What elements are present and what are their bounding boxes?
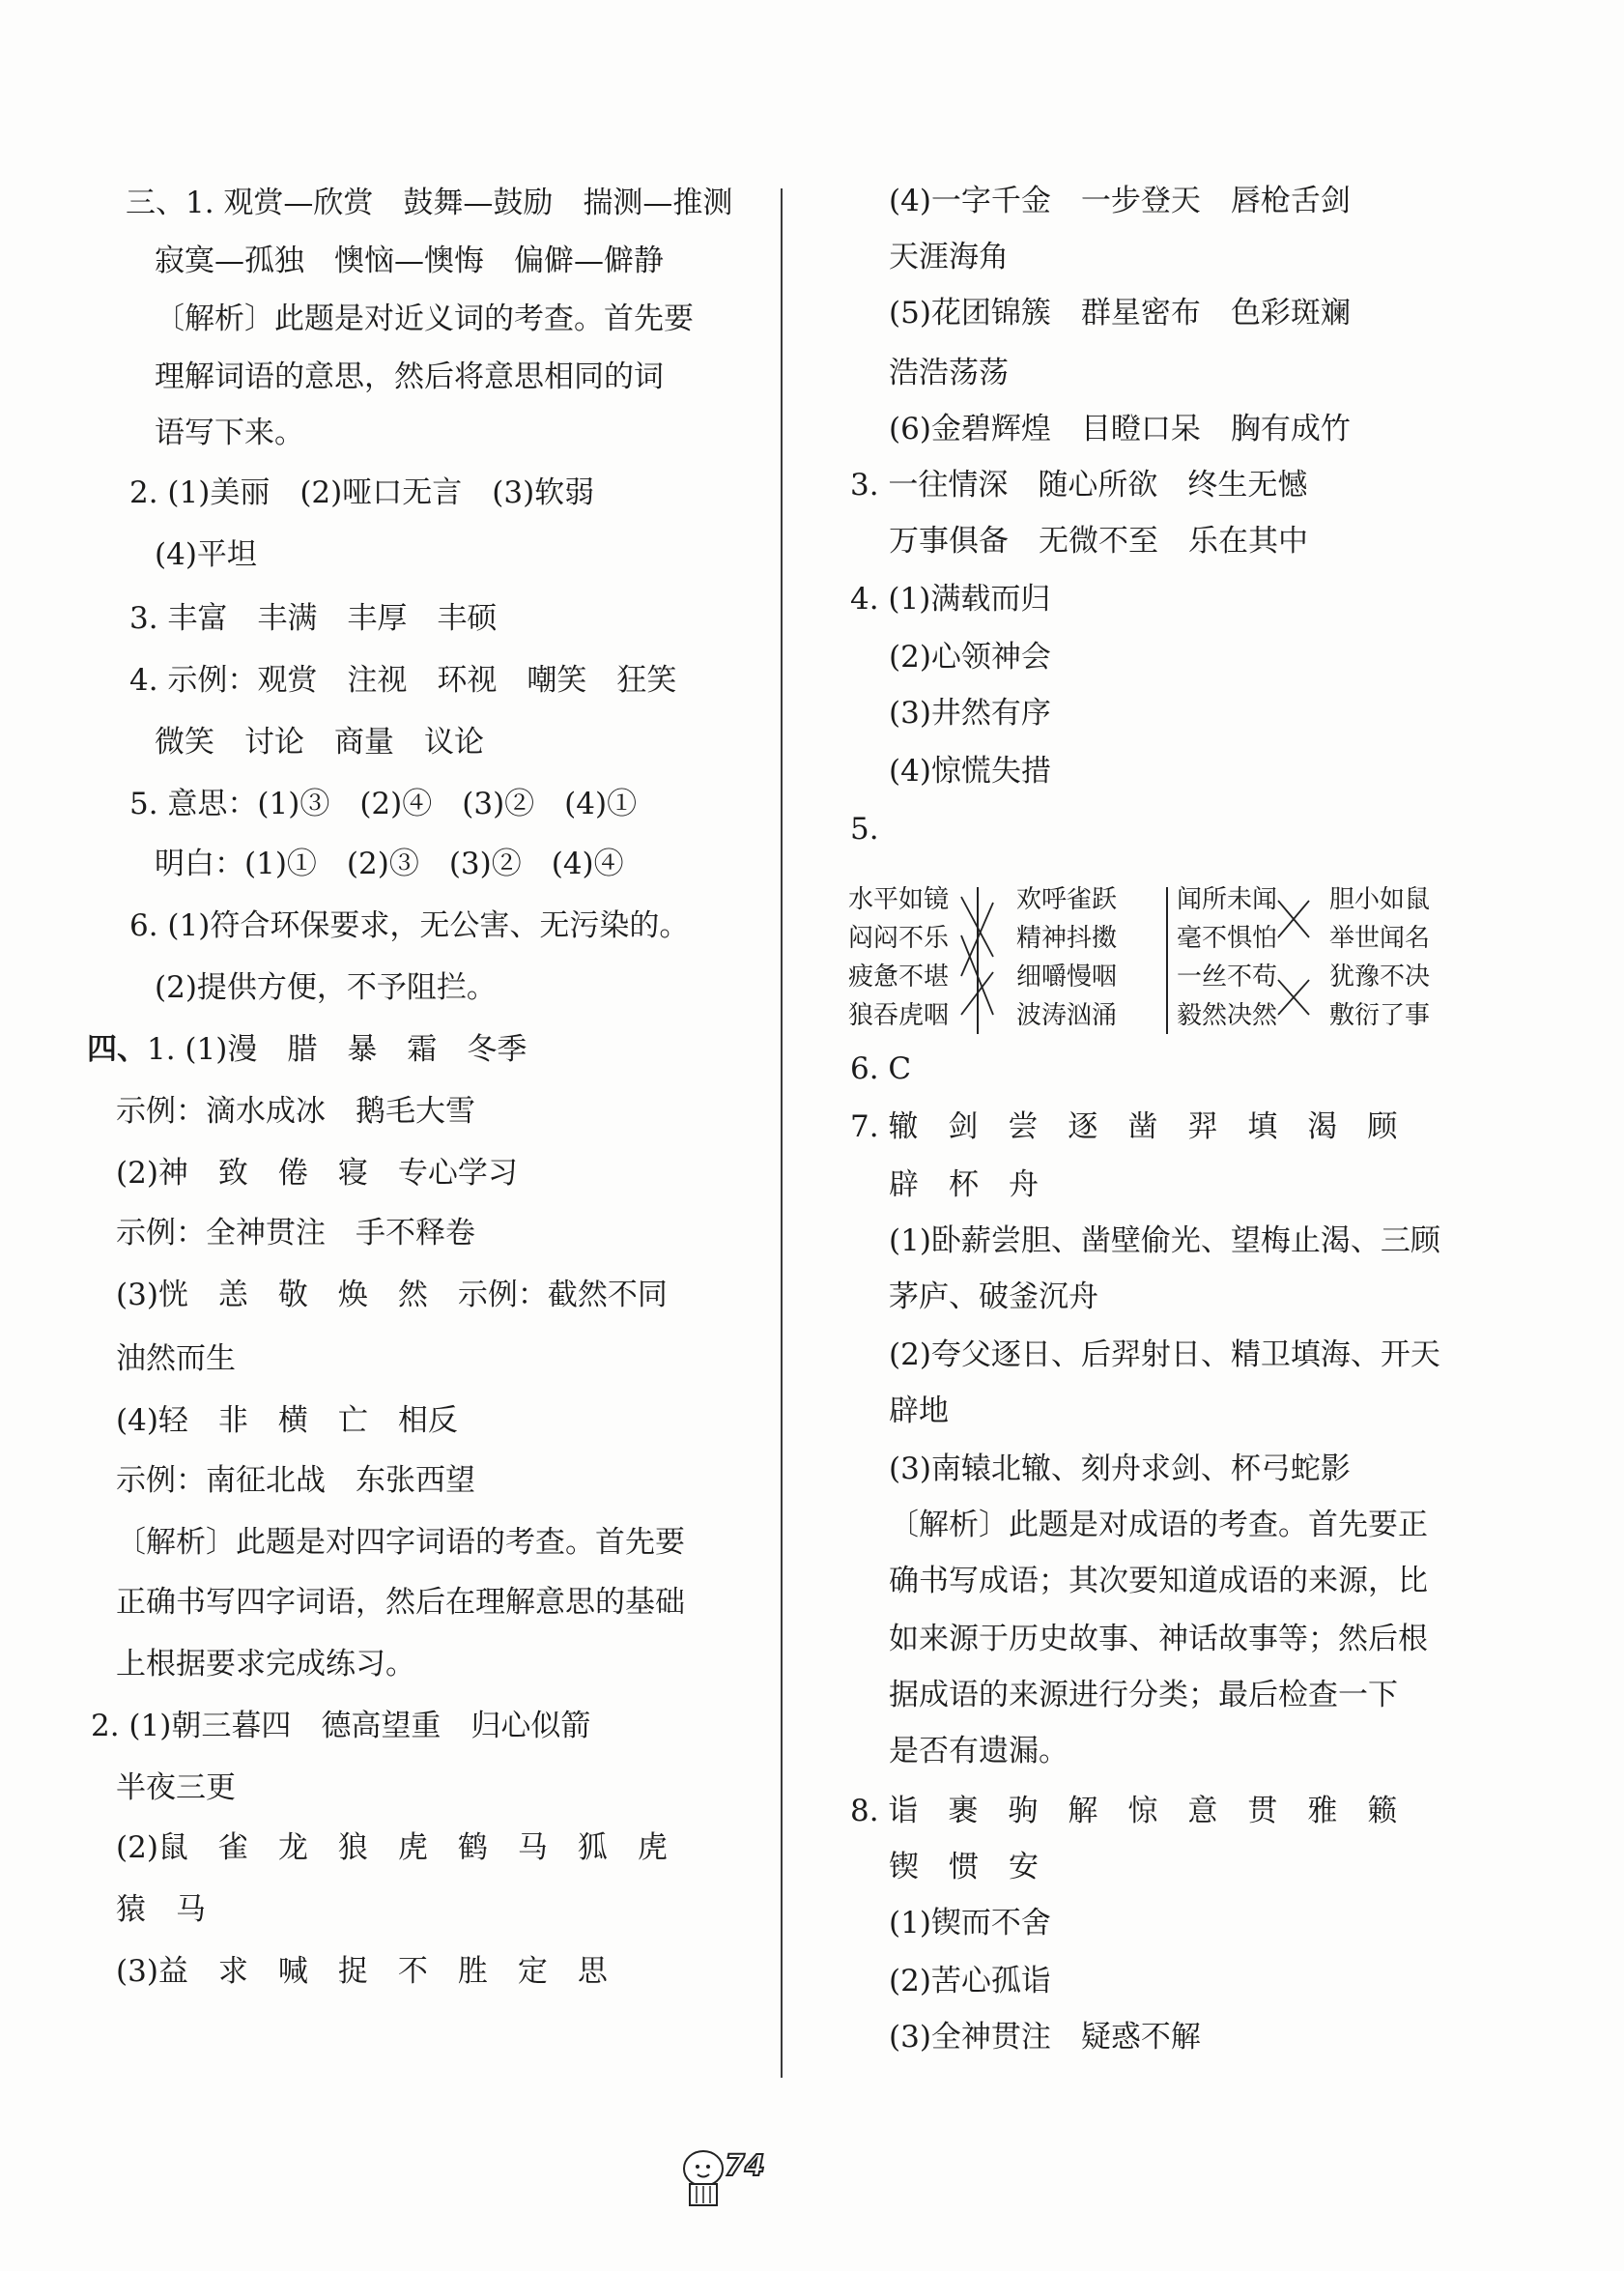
answer-line	[850, 466, 1307, 504]
answer-line	[116, 1461, 475, 1500]
answer-line	[129, 661, 676, 700]
answer-text: 微笑 讨论 商量 议论	[155, 725, 484, 760]
answer-text: 5. 意思：(1)③ (2)④ (3)② (4)①	[129, 787, 638, 821]
answer-line	[889, 354, 1009, 392]
answer-text: 2. (1)美丽 (2)哑口无言 (3)软弱	[129, 475, 595, 510]
matching-word: 举世闻名	[1329, 924, 1431, 953]
answer-text: (6)金碧辉煌 目瞪口呆 胸有成竹	[889, 412, 1351, 446]
matching-word: 水平如镜	[848, 885, 950, 914]
matching-word: 细嚼慢咽	[1016, 963, 1118, 992]
matching-word: 毅然决然	[1177, 1001, 1278, 1030]
answer-text: 油然而生	[116, 1341, 236, 1376]
answer-text: 语写下来。	[155, 416, 304, 450]
answer-text: 辟地	[889, 1394, 949, 1428]
answer-text: 2. (1)朝三暮四 德高望重 归心似箭	[91, 1709, 591, 1743]
answer-text: 5.	[850, 812, 879, 847]
answer-line	[155, 300, 694, 338]
matching-word: 疲惫不堪	[848, 963, 950, 992]
answer-line	[116, 1339, 236, 1378]
answer-line	[889, 1562, 1428, 1600]
answer-line	[889, 1904, 1051, 1942]
answer-text: 6. C	[850, 1051, 912, 1086]
answer-line	[116, 1276, 668, 1314]
answer-line	[850, 1107, 1397, 1146]
answer-line	[116, 1890, 206, 1929]
matching-word: 胆小如鼠	[1329, 885, 1431, 914]
answer-line	[889, 1222, 1440, 1260]
matching-word: 波涛汹涌	[1016, 1001, 1118, 1030]
answer-line	[116, 1401, 458, 1440]
answer-text: (2)鼠 雀 龙 狼 虎 鹤 马 狐 虎	[116, 1830, 668, 1865]
answer-line	[116, 1092, 475, 1131]
answer-line	[889, 182, 1351, 220]
answer-text: (5)花团锦簇 群星密布 色彩斑斓	[889, 296, 1351, 331]
answer-text: (2)苦心孤诣	[889, 1964, 1051, 1998]
answer-line	[889, 694, 1051, 733]
answer-line	[126, 184, 732, 222]
answer-text: 6. (1)符合环保要求，无公害、无污染的。	[129, 908, 690, 943]
column-divider	[781, 188, 783, 2078]
answer-line	[889, 1450, 1351, 1488]
matching-word: 狼吞虎咽	[848, 1001, 950, 1030]
answer-line	[129, 474, 594, 512]
answer-line	[116, 1645, 415, 1683]
matching-word: 闻所未闻	[1177, 885, 1278, 914]
answer-text: (3)恍 恙 敬 焕 然 示例：截然不同	[116, 1278, 668, 1312]
answer-line	[889, 1848, 1039, 1886]
answer-text: 万事俱备 无微不至 乐在其中	[889, 524, 1308, 559]
answer-line	[850, 580, 1050, 618]
answer-text: 是否有遗漏。	[889, 1734, 1068, 1768]
answer-line	[116, 1214, 475, 1252]
answer-text: 茅庐、破釜沉舟	[889, 1279, 1098, 1314]
matching-word: 精神抖擞	[1016, 924, 1118, 953]
answer-text: 示例：南征北战 东张西望	[116, 1463, 475, 1498]
answer-line	[889, 752, 1051, 791]
answer-text: 8. 诣 裹 驹 解 惊 意 贯 雅 籁	[850, 1794, 1398, 1828]
answer-line	[116, 1523, 685, 1562]
answer-line	[889, 1165, 1039, 1204]
matching-word: 欢呼雀跃	[1016, 885, 1118, 914]
matching-word: 闷闷不乐	[848, 924, 950, 953]
answer-text: 4. 示例：观赏 注视 环视 嘲笑 狂笑	[129, 663, 677, 698]
answer-text: 7. 辙 剑 尝 逐 凿 羿 填 渴 顾	[850, 1109, 1398, 1144]
answer-text: 锲 惯 安	[889, 1850, 1039, 1884]
answer-text: 明白：(1)① (2)③ (3)② (4)④	[155, 847, 624, 881]
answer-line	[155, 242, 664, 280]
answer-text: (4)一字千金 一步登天 唇枪舌剑	[889, 184, 1351, 218]
answer-line	[889, 410, 1351, 448]
answer-line	[116, 1583, 685, 1622]
answer-text: 理解词语的意思，然后将意思相同的词	[155, 359, 664, 394]
answer-text: 正确书写四字词语，然后在理解意思的基础	[116, 1585, 685, 1620]
answer-text: (1)锲而不舍	[889, 1906, 1051, 1940]
answer-line	[889, 1620, 1428, 1658]
answer-text: 浩浩荡荡	[889, 356, 1009, 390]
answer-line	[155, 845, 624, 883]
answer-line	[129, 906, 689, 945]
answer-line	[155, 358, 664, 396]
matching-word: 毫不惧怕	[1177, 924, 1278, 953]
answer-text: (1)卧薪尝胆、凿壁偷光、望梅止渴、三顾	[889, 1223, 1440, 1258]
answer-text: 示例：全神贯注 手不释卷	[116, 1216, 475, 1250]
answer-text: 确书写成语；其次要知道成语的来源，比	[889, 1564, 1428, 1598]
page-number: 74	[725, 2149, 765, 2183]
answer-text: (4)平坦	[155, 537, 257, 572]
answer-line	[889, 522, 1308, 561]
answer-line	[889, 1732, 1068, 1770]
answer-line	[129, 599, 497, 638]
answer-text: 此题是对四字词语的考查。首先要	[236, 1525, 685, 1560]
matching-word: 一丝不苟	[1177, 963, 1278, 992]
answer-text: (2)提供方便，不予阻拦。	[155, 970, 497, 1005]
answer-text: 据成语的来源进行分类；最后检查一下	[889, 1678, 1398, 1712]
answer-text: (3)井然有序	[889, 696, 1051, 731]
matching-exercise	[848, 879, 1468, 1044]
answer-line	[850, 1792, 1397, 1830]
answer-text: (2)夸父逐日、后羿射日、精卫填海、开天	[889, 1337, 1440, 1372]
answer-line	[116, 1768, 236, 1807]
answer-text: (2)神 致 倦 寝 专心学习	[116, 1156, 518, 1191]
answer-line	[889, 1962, 1051, 2000]
answer-text: (2)心领神会	[889, 640, 1051, 675]
answer-line	[116, 1952, 608, 1991]
answer-text: (4)惊慌失措	[889, 754, 1051, 789]
answer-text: 4. (1)满载而归	[850, 582, 1051, 617]
analysis-label: 〔解析〕	[155, 302, 274, 336]
answer-text: 半夜三更	[116, 1770, 236, 1805]
answer-line	[850, 1049, 911, 1088]
matching-word: 敷衍了事	[1329, 1001, 1431, 1030]
answer-text: 寂寞—孤独 懊恼—懊悔 偏僻—僻静	[155, 244, 664, 278]
answer-line	[889, 2018, 1201, 2056]
answer-text: 3. 一往情深 随心所欲 终生无憾	[850, 468, 1308, 503]
answer-line	[850, 810, 879, 848]
answer-line	[889, 1676, 1398, 1714]
matching-word: 犹豫不决	[1329, 963, 1431, 992]
answer-text: 此题是对近义词的考查。首先要	[274, 302, 694, 336]
answer-text: 3. 丰富 丰满 丰厚 丰硕	[129, 601, 498, 636]
answer-line	[116, 1154, 518, 1193]
answer-line	[91, 1707, 590, 1745]
answer-line	[889, 1278, 1098, 1316]
answer-text: 辟 杯 舟	[889, 1167, 1039, 1202]
answer-text: 上根据要求完成练习。	[116, 1647, 415, 1682]
answer-text: 如来源于历史故事、神话故事等；然后根	[889, 1622, 1428, 1656]
answer-line	[889, 638, 1051, 676]
answer-line	[129, 785, 637, 823]
answer-line	[155, 723, 484, 762]
analysis-label: 〔解析〕	[116, 1525, 236, 1560]
answer-line	[889, 1506, 1428, 1544]
answer-line	[155, 968, 497, 1007]
section-label: 四、	[87, 1032, 147, 1067]
answer-line	[155, 535, 257, 574]
answer-text: 天涯海角	[889, 240, 1009, 274]
answer-line	[889, 294, 1351, 332]
answer-text: 示例：滴水成冰 鹅毛大雪	[116, 1094, 475, 1129]
answer-text: 三、1. 观赏—欣赏 鼓舞—鼓励 揣测—推测	[126, 186, 733, 220]
page-number-badge	[676, 2136, 802, 2213]
answer-text: (3)南辕北辙、刻舟求剑、杯弓蛇影	[889, 1452, 1351, 1486]
answer-text: 猿 马	[116, 1892, 206, 1927]
answer-text: (3)益 求 喊 捉 不 胜 定 思	[116, 1954, 608, 1989]
analysis-label: 〔解析〕	[889, 1508, 1009, 1542]
answer-line	[116, 1828, 668, 1867]
answer-text: (3)全神贯注 疑惑不解	[889, 2020, 1201, 2055]
answer-text: 此题是对成语的考查。首先要正	[1009, 1508, 1428, 1542]
answer-line	[155, 414, 304, 452]
answer-text: (4)轻 非 横 亡 相反	[116, 1403, 458, 1438]
answer-line	[87, 1030, 527, 1069]
answer-line	[889, 1392, 949, 1430]
answer-line	[889, 238, 1009, 276]
answer-text: 1. (1)漫 腊 暴 霜 冬季	[147, 1032, 527, 1067]
answer-line	[889, 1336, 1440, 1374]
